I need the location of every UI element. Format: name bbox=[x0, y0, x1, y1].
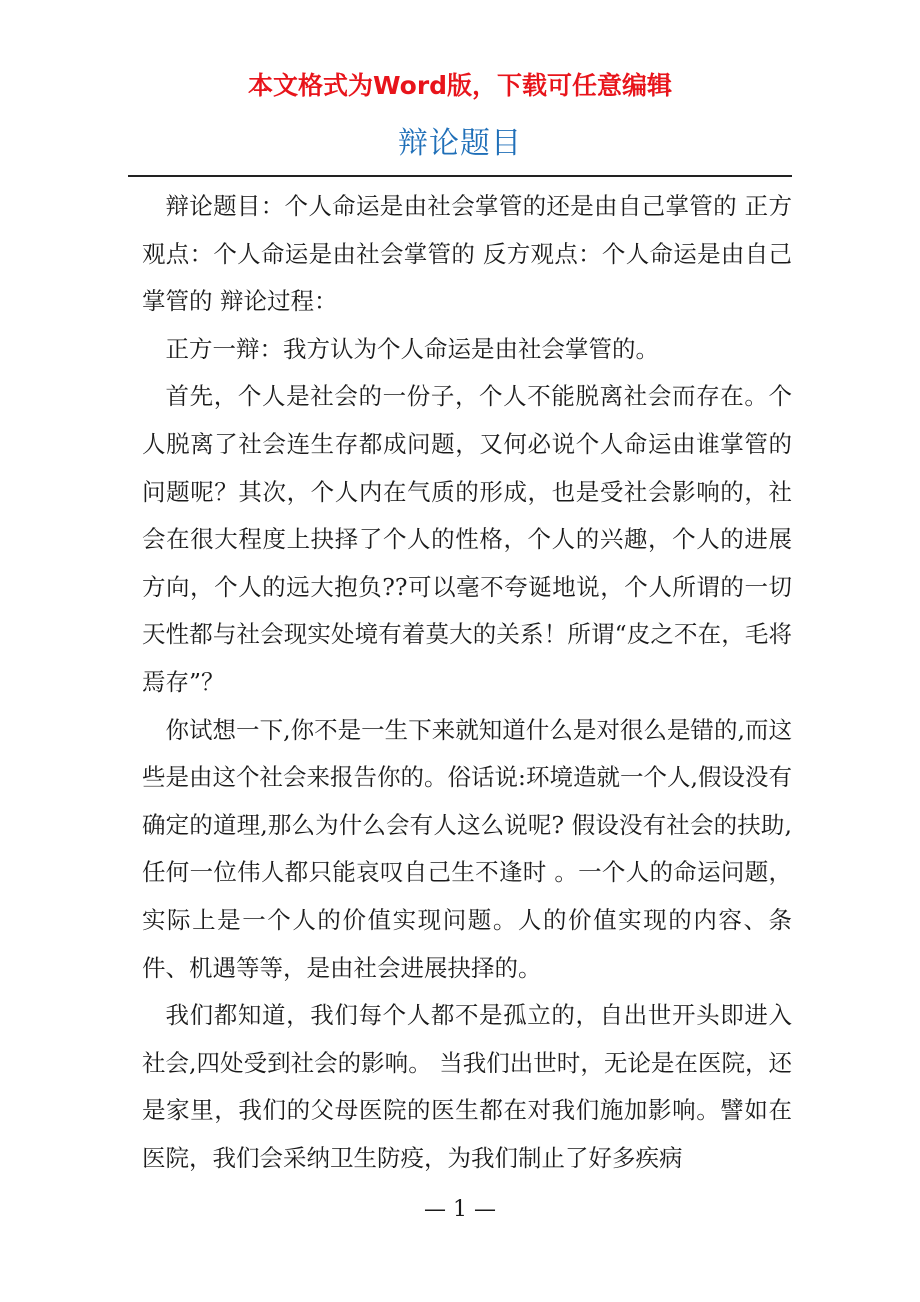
paragraph-topic: 辩论题目：个人命运是由社会掌管的还是由自己掌管的 正方观点：个人命运是由社会掌管的 反方观点：个人命运是由自己掌管的 辩论过程： bbox=[142, 192, 792, 316]
paragraph-first-speaker: 正方一辩：我方认为个人命运是由社会掌管的。 bbox=[165, 334, 659, 363]
paragraph-argument-3: 我们都知道，我们每个人都不是孤立的，自出世开头即进入社会,四处受到社会的影响。 当我们出世时，无论是在医院，还是家里，我们的父母医院的医生都在对我们施加影响。譬如在医院，我们会采纳卫生防疫，为我们制止了好多疾病 bbox=[142, 1001, 792, 1172]
document-title: 辩论题目 bbox=[398, 126, 522, 161]
paragraph-argument-2: 你试想一下,你不是一生下来就知道什么是对很么是错的,而这些是由这个社会来报告你的。俗话说:环境造就一个人,假设没有确定的道理,那么为什么会有人这么说呢? 假设没有社会的扶助,任何一位伟人都只能哀叹自己生不逢时 。一个人的命运问题，实际上是一个人的价值实现问题。人的价值实现的内容、条件、机遇等等，是由社会进展抉择的。 bbox=[142, 715, 792, 982]
title-divider bbox=[128, 175, 792, 177]
page-number: — 1 — bbox=[424, 1197, 496, 1222]
document-body bbox=[142, 183, 792, 1182]
paragraph-argument-1: 首先，个人是社会的一份子，个人不能脱离社会而存在。个人脱离了社会连生存都成问题，又何必说个人命运由谁掌管的问题呢？其次，个人内在气质的形成，也是受社会影响的，社会在很大程度上抉择了个人的性格，个人的兴趣，个人的进展方向，个人的远大抱负??可以毫不夸诞地说，个人所谓的一切天性都与社会现实处境有着莫大的关系！所谓“皮之不在，毛将焉存”？ bbox=[142, 382, 792, 696]
format-notice-banner: 本文格式为Word版，下载可任意编辑 bbox=[247, 71, 673, 100]
